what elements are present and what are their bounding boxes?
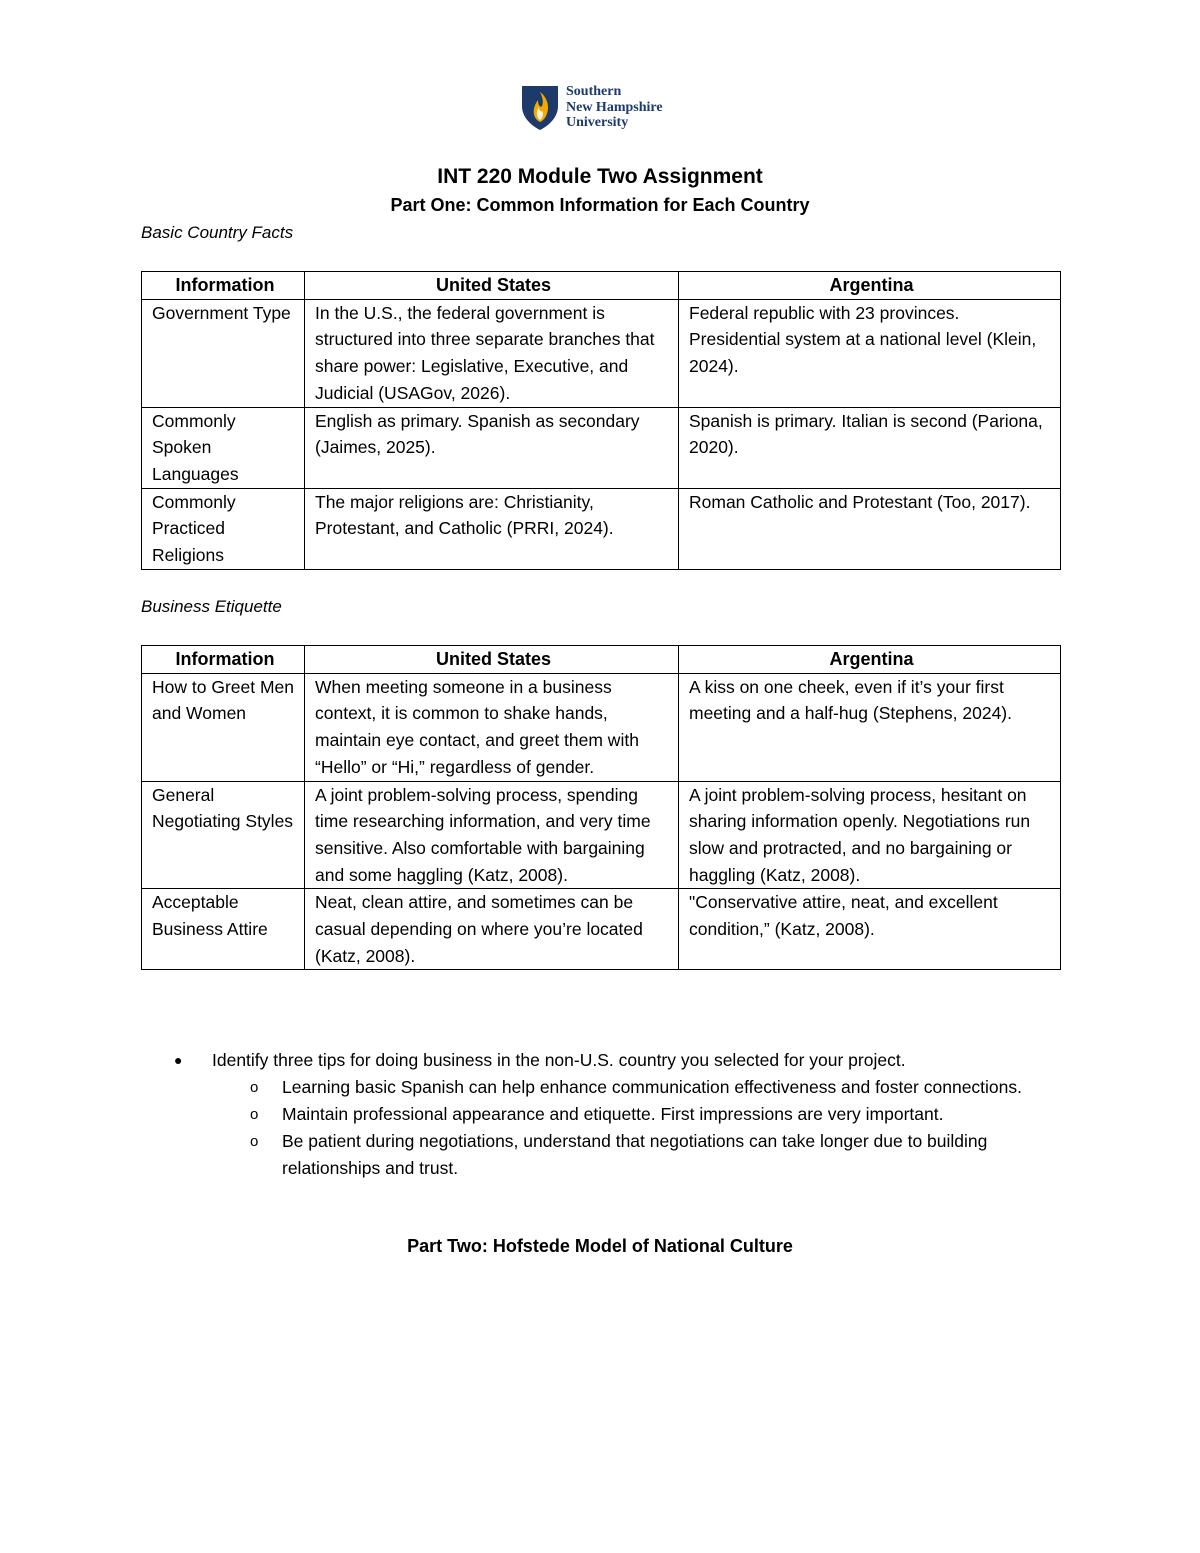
table-cell: "Conservative attire, neat, and excellent condition,” (Katz, 2008).: [679, 889, 1061, 970]
column-header: Argentina: [679, 646, 1061, 674]
table-cell: A kiss on one cheek, even if it’s your first meeting and a half-hug (Stephens, 2024).: [679, 673, 1061, 781]
tip-text: Maintain professional appearance and etiquette. First impressions are very important.: [282, 1104, 944, 1124]
table-row: [142, 299, 1061, 407]
business-etiquette-label: Business Etiquette: [141, 597, 282, 616]
table-cell: Neat, clean attire, and sometimes can be casual depending on where you’re located (Katz, 2008).: [305, 889, 679, 970]
tips-prompt: Identify three tips for doing business in the non-U.S. country you selected for your project.: [212, 1050, 906, 1070]
row-label-cell: Commonly Spoken Languages: [142, 407, 305, 488]
sub-bullet-icon: o: [250, 1079, 259, 1096]
list-item: [0, 1047, 1200, 1074]
row-label-cell: Government Type: [142, 299, 305, 407]
list-item: [0, 1101, 1200, 1128]
table-cell: A joint problem-solving process, hesitant on sharing information openly. Negotiations run slow and protracted, and no bargaining or haggling (Katz, 2008).: [679, 781, 1061, 889]
row-label-cell: How to Greet Men and Women: [142, 673, 305, 781]
bullet-icon: ●: [174, 1052, 183, 1068]
table-row: [142, 488, 1061, 569]
column-header: United States: [305, 646, 679, 674]
logo-wordmark: [566, 84, 706, 131]
table-cell: In the U.S., the federal government is structured into three separate branches that share power: Legislative, Executive, and Judicial (USAGov, 2026).: [305, 299, 679, 407]
column-header: Information: [142, 272, 305, 300]
column-header: Argentina: [679, 272, 1061, 300]
logo-line: New Hampshire: [566, 99, 663, 115]
table-row: [142, 407, 1061, 488]
table-header-row: [142, 646, 1061, 674]
sub-bullet-icon: o: [250, 1106, 259, 1123]
table-row: [142, 781, 1061, 889]
table-cell: A joint problem-solving process, spending time researching information, and very time sensitive. Also comfortable with bargaining and some haggling (Katz, 2008).: [305, 781, 679, 889]
table-cell: Roman Catholic and Protestant (Too, 2017).: [679, 488, 1061, 569]
table-cell: English as primary. Spanish as secondary (Jaimes, 2025).: [305, 407, 679, 488]
logo-line: University: [566, 115, 629, 130]
part-two-heading: Part Two: Hofstede Model of National Culture: [407, 1236, 793, 1256]
part-one-heading: Part One: Common Information for Each Country: [390, 195, 810, 215]
university-logo: [520, 84, 700, 132]
list-item: [0, 1128, 1200, 1182]
column-header: Information: [142, 646, 305, 674]
table-cell: Federal republic with 23 provinces. Presidential system at a national level (Klein, 2024).: [679, 299, 1061, 407]
table-cell: When meeting someone in a business context, it is common to shake hands, maintain eye contact, and greet them with “Hello” or “Hi,” regardless of gender.: [305, 673, 679, 781]
row-label-cell: Commonly Practiced Religions: [142, 488, 305, 569]
shield-flame-icon: [520, 84, 560, 132]
table-row: [142, 889, 1061, 970]
row-label-cell: General Negotiating Styles: [142, 781, 305, 889]
list-item: [0, 1074, 1200, 1101]
table-header-row: [142, 272, 1061, 300]
table-row: [142, 673, 1061, 781]
sub-bullet-icon: o: [250, 1133, 259, 1150]
business-etiquette-table: [141, 645, 1061, 970]
table-cell: Spanish is primary. Italian is second (Pariona, 2020).: [679, 407, 1061, 488]
tip-text: Learning basic Spanish can help enhance communication effectiveness and foster connections.: [282, 1077, 1023, 1097]
tip-text: Be patient during negotiations, understand that negotiations can take longer due to building relationships and trust.: [282, 1131, 988, 1178]
table-cell: The major religions are: Christianity, Protestant, and Catholic (PRRI, 2024).: [305, 488, 679, 569]
document-title: INT 220 Module Two Assignment: [437, 165, 763, 188]
basic-country-facts-label: Basic Country Facts: [141, 223, 294, 242]
tips-list: [0, 1047, 1200, 1182]
basic-country-facts-table: [141, 271, 1061, 570]
row-label-cell: Acceptable Business Attire: [142, 889, 305, 970]
column-header: United States: [305, 272, 679, 300]
logo-line: Southern: [566, 84, 622, 99]
